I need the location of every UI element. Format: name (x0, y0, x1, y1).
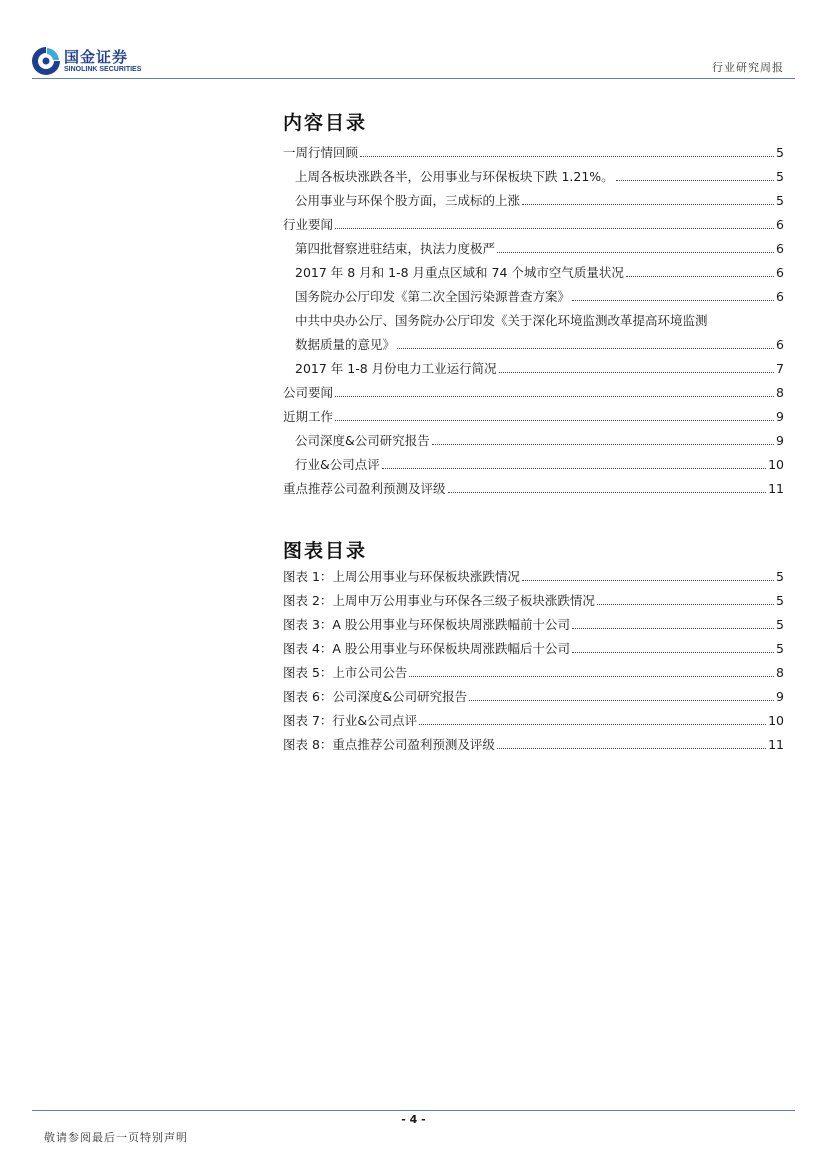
leader-dots (597, 604, 774, 605)
leader-dots (572, 628, 774, 629)
toc-entry-line2[interactable]: 数据质量的意见》 6 (295, 337, 784, 352)
figures-title: 图表目录 (283, 540, 368, 562)
leader-dots (497, 252, 774, 253)
figure-entry[interactable]: 图表 5：上市公司公告 8 (283, 665, 784, 680)
disclaimer-note: 敬请参阅最后一页特别声明 (44, 1131, 188, 1144)
leader-dots (409, 676, 774, 677)
leader-dots (448, 492, 767, 493)
toc-entry[interactable]: 上周各板块涨跌各半，公用事业与环保板块下跌 1.21%。 5 (295, 169, 784, 184)
toc-entry[interactable]: 公司深度&公司研究报告 9 (295, 433, 784, 448)
figure-entry[interactable]: 图表 4：A 股公用事业与环保板块周涨跌幅后十公司 5 (283, 641, 784, 656)
toc-entry[interactable]: 国务院办公厅印发《第二次全国污染源普查方案》 6 (295, 289, 784, 304)
sinolink-logo-icon (31, 46, 61, 76)
toc-entry[interactable]: 行业要闻 6 (283, 217, 784, 232)
toc-entry-line1[interactable]: 中共中央办公厅、国务院办公厅印发《关于深化环境监测改革提高环境监测 (295, 313, 708, 328)
figure-entry[interactable]: 图表 8：重点推荐公司盈利预测及评级 11 (283, 737, 784, 752)
page-number: - 4 - (401, 1113, 426, 1126)
leader-dots (572, 652, 774, 653)
figure-entry[interactable]: 图表 6：公司深度&公司研究报告 9 (283, 689, 784, 704)
leader-dots (397, 348, 774, 349)
toc-entry[interactable]: 一周行情回顾 5 (283, 145, 784, 160)
toc-list (283, 140, 784, 500)
toc-entry[interactable]: 公用事业与环保个股方面，三成标的上涨 5 (295, 193, 784, 208)
leader-dots (360, 156, 774, 157)
leader-dots (499, 372, 774, 373)
toc-entry[interactable]: 第四批督察进驻结束，执法力度极严 6 (295, 241, 784, 256)
leader-dots (335, 228, 774, 229)
figure-entry[interactable]: 图表 1：上周公用事业与环保板块涨跌情况 5 (283, 569, 784, 584)
leader-dots (382, 468, 766, 469)
leader-dots (522, 204, 774, 205)
figure-entry[interactable]: 图表 2：上周申万公用事业与环保各三级子板块涨跌情况 5 (283, 593, 784, 608)
figure-entry[interactable]: 图表 7：行业&公司点评 10 (283, 713, 784, 728)
leader-dots (626, 276, 774, 277)
leader-dots (335, 396, 774, 397)
logo-chinese-name: 国金证券 (64, 48, 129, 66)
leader-dots (497, 748, 766, 749)
header-divider (32, 78, 795, 79)
toc-entry[interactable]: 行业&公司点评 10 (295, 457, 784, 472)
leader-dots (572, 300, 774, 301)
toc-entry[interactable]: 2017 年 1-8 月份电力工业运行简况 7 (295, 361, 784, 376)
toc-entry[interactable]: 重点推荐公司盈利预测及评级 11 (283, 481, 784, 496)
leader-dots (419, 724, 766, 725)
leader-dots (335, 420, 774, 421)
figure-entry[interactable]: 图表 3：A 股公用事业与环保板块周涨跌幅前十公司 5 (283, 617, 784, 632)
footer-divider (32, 1110, 795, 1111)
logo-english-name: SINOLINK SECURITIES (64, 66, 142, 73)
leader-dots (616, 180, 774, 181)
leader-dots (432, 444, 774, 445)
leader-dots (522, 580, 774, 581)
company-logo (31, 46, 161, 78)
toc-entry[interactable]: 2017 年 8 月和 1-8 月重点区域和 74 个城市空气质量状况 6 (295, 265, 784, 280)
toc-title: 内容目录 (283, 112, 368, 134)
report-type-label: 行业研究周报 (712, 61, 784, 74)
figures-list (283, 564, 784, 756)
leader-dots (469, 700, 774, 701)
toc-entry[interactable]: 近期工作 9 (283, 409, 784, 424)
toc-entry[interactable]: 公司要闻 8 (283, 385, 784, 400)
